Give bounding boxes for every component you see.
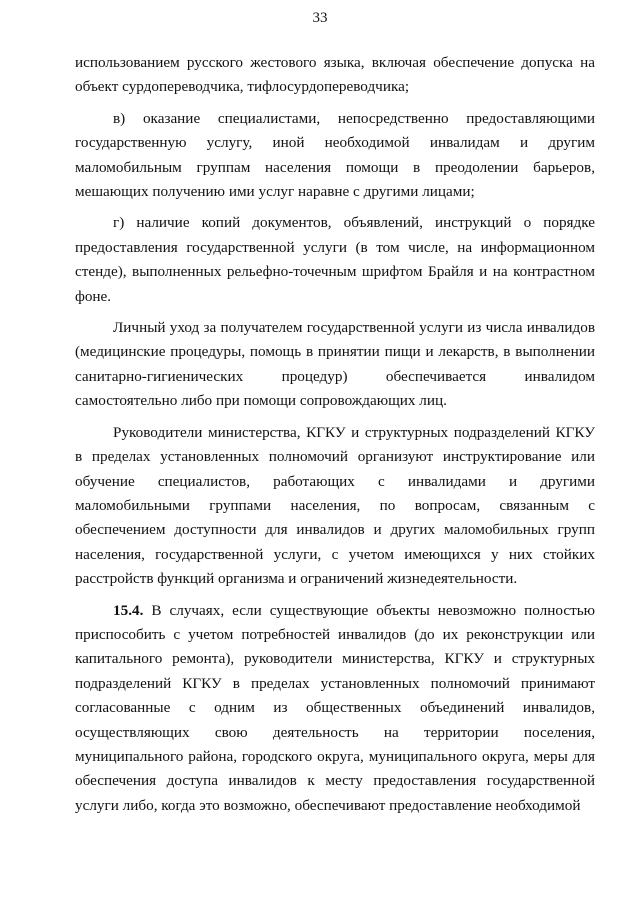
document-body bbox=[75, 51, 595, 818]
paragraph-personal-care: Личный уход за получателем государственной услуги из числа инвалидов (медицинские процедуры, помощь в принятии пищи и лекарств, в выполнении санитарно-гигиенических процедур) обеспечивается инвалидом самостоятельно либо при помощи сопровождающих лиц. bbox=[75, 319, 595, 410]
clause-text: В случаях, если существующие объекты невозможно полностью приспособить с учетом потребностей инвалидов (до их реконструкции или капитального ремонта), руководители министерства, КГКУ и структурных подразделений КГКУ в пределах установленных полномочий принимают согласованные с одним из общественных объединений инвалидов, осуществляющих свою деятельность на территории поселения, муниципального района, городского округа, муниципального округа, меры для обеспечения доступа инвалидов к месту предоставления государственной услуги либо, когда это возможно, обеспечивают предоставление необходимой bbox=[75, 601, 595, 814]
paragraph-item-g: г) наличие копий документов, объявлений, инструкций о порядке предоставления государственной услуги (в том числе, на информационном стенде), выполненных рельефно-точечным шрифтом Брайля и на контрастном фоне. bbox=[75, 214, 595, 305]
page-number: 33 bbox=[312, 10, 328, 26]
paragraph-training: Руководители министерства, КГКУ и структурных подразделений КГКУ в пределах установленных полномочий организуют инструктирование или обучение специалистов, работающих с инвалидами и другими маломобильными группами населения, по вопросам, связанным с обеспечением доступности для инвалидов и других маломобильных групп населения, государственной услуги, с учетом имеющихся у них стойких расстройств функций организма и ограничений жизнедеятельности. bbox=[75, 423, 595, 588]
paragraph-item-v: в) оказание специалистами, непосредственно предоставляющими государственную услугу, иной необходимой инвалидам и другим маломобильным группам населения помощи в преодолении барьеров, мешающих получению ими услуг наравне с другими лицами; bbox=[75, 109, 595, 201]
clause-number: 15.4. bbox=[113, 601, 144, 619]
paragraph-15-4 bbox=[75, 599, 595, 819]
paragraph-continuation: использованием русского жестового языка, включая обеспечение допуска на объект сурдопереводчика, тифлосурдопереводчика; bbox=[75, 54, 595, 96]
